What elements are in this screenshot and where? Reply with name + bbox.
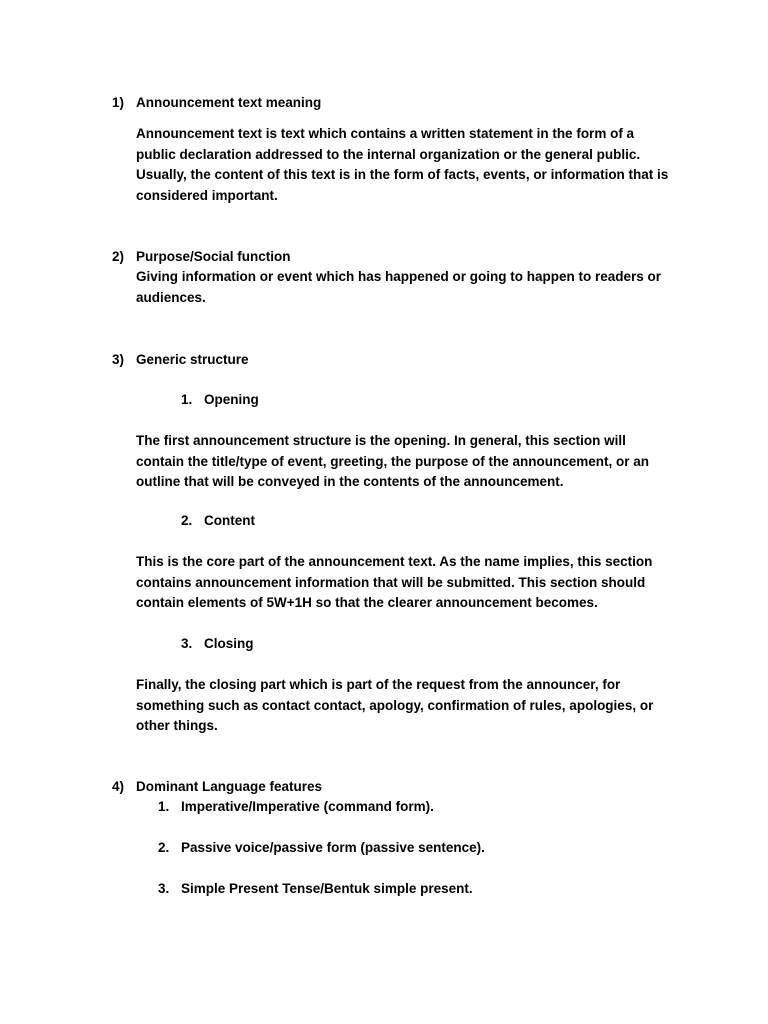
feature-text: Imperative/Imperative (command form). (181, 799, 434, 814)
section-4-number: 4) (112, 779, 125, 794)
section-3-number: 3) (112, 352, 125, 367)
section-2-paragraph: Giving information or event which has happened or going to happen to readers or audiences. (136, 269, 662, 305)
feature-number: 2. (158, 840, 170, 855)
structure-item-paragraph: This is the core part of the announcement text. As the name implies, this section contains announcement information that will be submitted. This section should contain elements of 5W+1H so that the clearer announcement becomes. (136, 554, 653, 610)
structure-item-label: Content (204, 513, 255, 528)
feature-number: 3. (158, 881, 170, 896)
structure-item-paragraph: Finally, the closing part which is part of the request from the announcer, for something such as contact contact, apology, confirmation of rules, apologies, or other things. (136, 677, 654, 733)
section-1-number: 1) (112, 95, 125, 110)
section-1-heading: Announcement text meaning (136, 95, 322, 110)
structure-item-number: 2. (181, 513, 193, 528)
feature-number: 1. (158, 799, 170, 814)
feature-text: Passive voice/passive form (passive sentence). (181, 840, 485, 855)
section-3-heading: Generic structure (136, 352, 249, 367)
structure-item-number: 1. (181, 392, 193, 407)
structure-item-paragraph: The first announcement structure is the opening. In general, this section will contain the title/type of event, greeting, the purpose of the announcement, or an outline that will be conveyed in the contents of the announcement. (136, 433, 650, 489)
structure-item-number: 3. (181, 636, 193, 651)
structure-item-label: Opening (204, 392, 259, 407)
feature-text: Simple Present Tense/Bentuk simple present. (181, 881, 473, 896)
section-2-heading: Purpose/Social function (136, 249, 291, 264)
section-1-paragraph: Announcement text is text which contains a written statement in the form of a public declaration addressed to the internal organization or the general public. Usually, the content of this text is in the form of facts, events, or information that is considered important. (136, 126, 669, 203)
section-2-number: 2) (112, 249, 125, 264)
section-4-heading: Dominant Language features (136, 779, 323, 794)
structure-item-label: Closing (204, 636, 254, 651)
